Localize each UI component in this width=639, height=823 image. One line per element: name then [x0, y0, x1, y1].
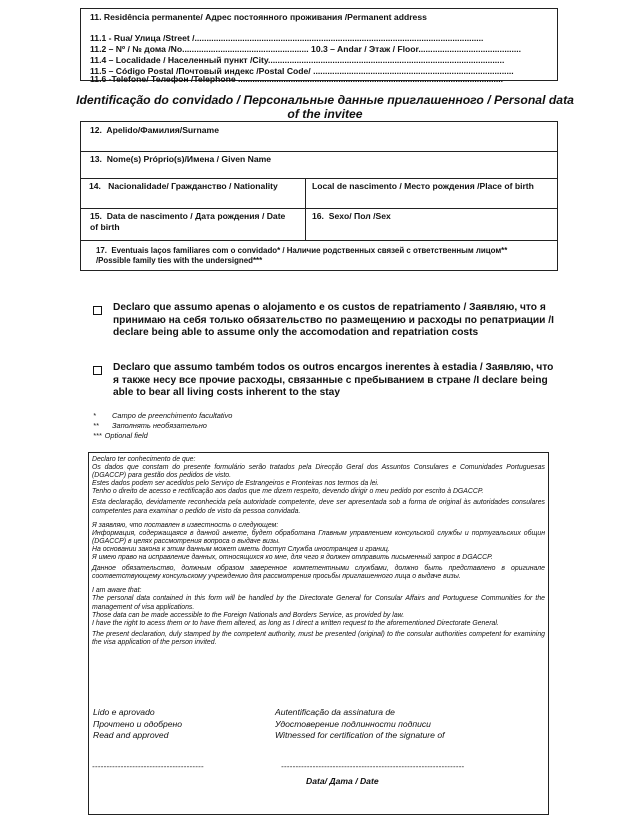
- place-of-birth-field[interactable]: Local de nascimento / Место рождения /Place of birth: [312, 181, 534, 191]
- accommodation-only-checkbox[interactable]: [93, 306, 102, 315]
- notice-pt-3: Tenho o direito de acesso e rectificação aos dados que me dizem respeito, devendo dirigir o meu pedido por escrito à DGACCP.: [92, 488, 484, 496]
- divider: [305, 178, 306, 240]
- family-ties-field[interactable]: 17. Eventuais laços familiares com o convidado* / Наличие родственных связей с ответственным лицом** /Possible family ties with the undersigned***: [95, 246, 508, 265]
- notice-en-1: The personal data contained in this form will be handled by the Directorate General for Consular Affairs and Portuguese Communities for the management of visa applications.: [92, 595, 545, 611]
- invitee-data-table: [80, 121, 558, 271]
- given-name-field[interactable]: 13. Nome(s) Próprio(s)/Имена / Given Name: [90, 154, 272, 164]
- footnote-optional-ru: ** Заполнять необязательно: [93, 421, 207, 430]
- telephone-field[interactable]: 11.6 -Telefone/ Телефон /Telephone ...............................................................................................................: [90, 74, 504, 84]
- divider: [81, 240, 557, 241]
- permanent-address-section: [80, 8, 558, 84]
- street-field[interactable]: 11.1 - Rua/ Улица /Street /.........................................................................................................................: [90, 33, 484, 43]
- surname-field[interactable]: 12. Apelido/Фамилия/Surname: [90, 125, 219, 135]
- invitee-section-heading: Identificação do convidado / Персональные данные приглашенного / Personal data of the invitee: [76, 93, 574, 121]
- accommodation-only-declaration: Declaro que assumo apenas o alojamento e os custos de repatriamento / Заявляю, что я принимаю на себя только обязательство по размещению и расходы по репатриации /I declare being able to assume only the accomodation and repatriation costs: [113, 302, 554, 338]
- notice-en-2: Those data can be made accessible to the Foreign Nationals and Borders Service, as provided by law.: [92, 611, 405, 619]
- data-protection-notice: [88, 452, 549, 815]
- divider: [81, 178, 557, 179]
- permanent-address-title: 11. Residência permanente/ Адрес постоянного проживания /Permanent address: [90, 12, 427, 22]
- date-of-birth-field[interactable]: 15. Data de nascimento / Дата рождения / Date of birth: [90, 211, 286, 232]
- certification-signature-line[interactable]: ----------------------------------------------------------------: [281, 762, 465, 771]
- notice-pt-4: Esta declaração, devidamente reconhecida pela autoridade competente, deve ser apresentada sob a forma de original às autoridades consulares competentes para examinar o pedido de visto da pessoa convidada.: [92, 499, 545, 515]
- notice-ru-1: Информация, содержащаяся в данной анкете, будет обработана Главным управлением консульской службы и португальских общин (DGACCP) в целях рассмотрения вопроса о выдаче визы.: [92, 529, 545, 545]
- footnote-optional-en: *** Optional field: [93, 431, 148, 440]
- footnote-optional-pt: * Campo de preenchimento facultativo: [93, 411, 233, 420]
- postal-code-field[interactable]: 11.5 – Código Postal /Почтовый индекс /Postal Code/ ....................................................................................: [90, 66, 514, 76]
- all-costs-checkbox[interactable]: [93, 366, 102, 375]
- signature-certification-block: Autentificação da assinatura de Удостоверение подлинности подписи Witnessed for certification of the signature of: [275, 707, 445, 741]
- divider: [81, 151, 557, 152]
- notice-ru-4: Данное обязательство, должным образом заверенное компетентными службами, должно быть представлено в оригинале соответствующему консульскому учреждению для рассмотрения просьбы приглашенного лица о выдаче визы.: [92, 565, 545, 581]
- notice-ru-0: Я заявляю, что поставлен в известность о следующем:: [92, 521, 279, 529]
- number-floor-field[interactable]: 11.2 – Nº / № дома /No..................................................... 10.3 – Andar / Этаж / Floor...........................................: [90, 44, 522, 54]
- notice-ru-2: На основании закона к этим данным может иметь доступ Служба иностранцев и границ.: [92, 545, 390, 553]
- notice-pt-2: Estes dados podem ser acedidos pelo Serviço de Estrangeiros e Fronteiras nos termos da lei.: [92, 480, 379, 488]
- nationality-field[interactable]: 14. Nacionalidade/ Гражданство / Nationality: [89, 181, 278, 191]
- sex-field[interactable]: 16. Sexo/ Пол /Sex: [312, 211, 391, 221]
- notice-en-4: The present declaration, duly stamped by the competent authority, must be presented (original) to the consular authorities competent for examining the visa application of the person invited.: [92, 630, 545, 646]
- city-field[interactable]: 11.4 – Localidade / Населенный пункт /City...................................................................................................: [90, 55, 505, 65]
- notice-pt-0: Declaro ter conhecimento de que:: [92, 456, 196, 463]
- applicant-signature-line[interactable]: ---------------------------------------: [92, 762, 204, 771]
- notice-pt-1: Os dados que constam do presente formulário serão tratados pela Direcção Geral dos Assuntos Consulares e Comunidades Portuguesas (DGACCP) para gestão dos pedidos de visto.: [92, 464, 545, 480]
- all-costs-declaration: Declaro que assumo também todos os outros encargos inerentes à estadia / Заявляю, что я также несу все прочие расходы, связанные с пребыванием в стране /I declare being able to bear all living costs inherent to the stay: [113, 362, 554, 398]
- notice-en-0: I am aware that:: [92, 587, 142, 595]
- notice-en-3: I have the right to acess them or to have them altered, as long as I direct a written request to the aforementioned Directorate General.: [92, 619, 499, 627]
- date-label: Data/ Дата / Date: [306, 776, 379, 786]
- divider: [81, 208, 557, 209]
- read-approved-block: Lido e aprovado Прочтено и одобрено Read and approved: [93, 707, 183, 741]
- notice-ru-3: Я имею право на исправление данных, относящихся ко мне, для чего я должен отправить письменный запрос в DGACCP.: [92, 554, 493, 562]
